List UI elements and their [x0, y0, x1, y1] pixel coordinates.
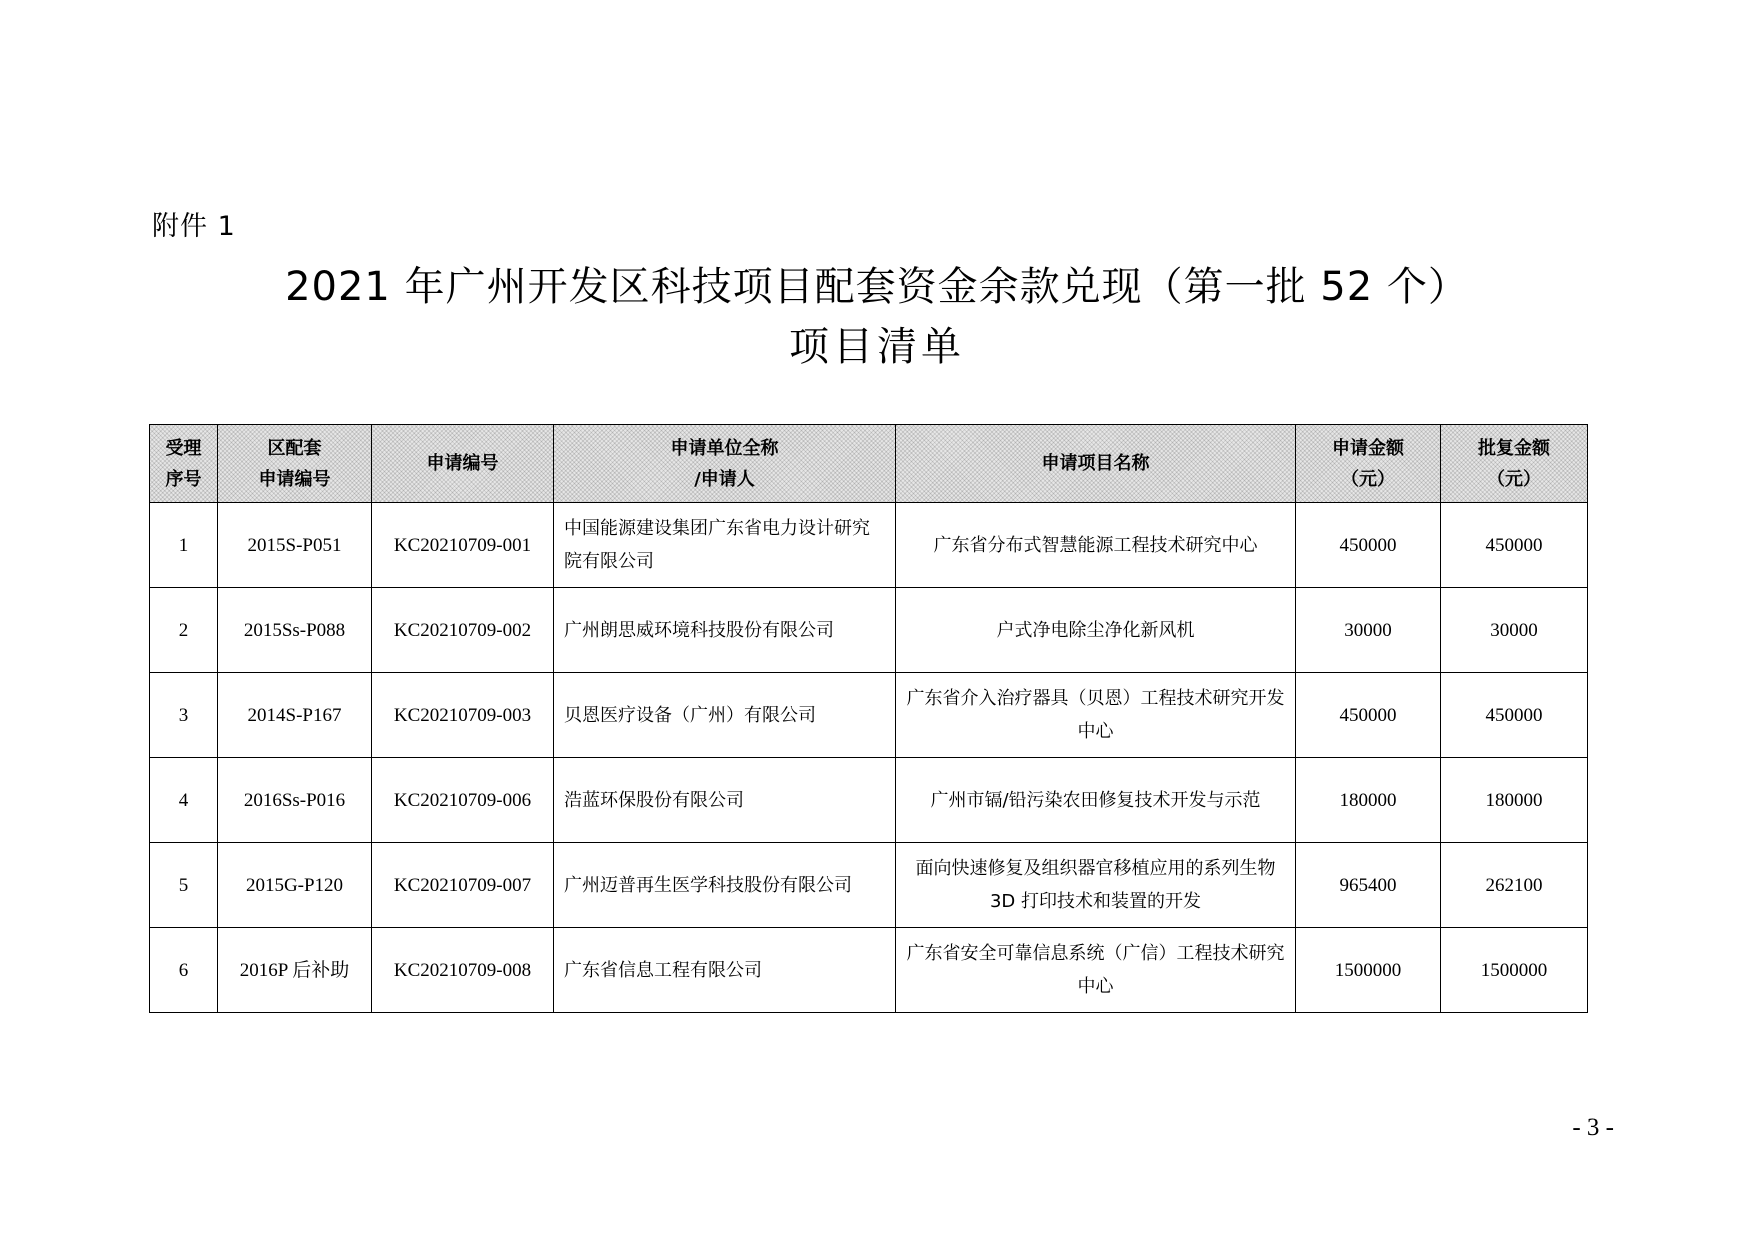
- column-header-applicant: [554, 425, 896, 503]
- cell-seq: 1: [150, 503, 218, 588]
- cell-seq: 4: [150, 758, 218, 843]
- cell-district-no: 2016Ss-P016: [218, 758, 372, 843]
- table-row: [150, 758, 1588, 843]
- cell-project: 广东省介入治疗器具（贝恩）工程技术研究开发中心: [896, 673, 1296, 758]
- cell-applicant: 贝恩医疗设备（广州）有限公司: [554, 673, 896, 758]
- cell-seq: 2: [150, 588, 218, 673]
- cell-approved: 1500000: [1441, 928, 1588, 1013]
- cell-applicant: 广东省信息工程有限公司: [554, 928, 896, 1013]
- cell-applicant: 中国能源建设集团广东省电力设计研究院有限公司: [554, 503, 896, 588]
- cell-approved: 30000: [1441, 588, 1588, 673]
- cell-requested: 450000: [1296, 503, 1441, 588]
- header-row: [150, 425, 1588, 503]
- cell-applicant: 广州朗思威环境科技股份有限公司: [554, 588, 896, 673]
- table-row: [150, 503, 1588, 588]
- table-row: [150, 928, 1588, 1013]
- cell-requested: 180000: [1296, 758, 1441, 843]
- cell-seq: 3: [150, 673, 218, 758]
- column-header-requested: [1296, 425, 1441, 503]
- cell-app-no: KC20210709-001: [372, 503, 554, 588]
- column-header-approved: [1441, 425, 1588, 503]
- header-text: 受理: [165, 437, 202, 459]
- cell-project: 户式净电除尘净化新风机: [896, 588, 1296, 673]
- cell-requested: 965400: [1296, 843, 1441, 928]
- header-text: 申请项目名称: [1041, 453, 1150, 474]
- project-table: [149, 424, 1588, 1013]
- header-text: 批复金额: [1478, 437, 1550, 459]
- cell-district-no: 2015G-P120: [218, 843, 372, 928]
- attachment-label: 附件 1: [152, 211, 236, 242]
- table-body: [150, 503, 1588, 1013]
- header-text: 申请编号: [426, 453, 499, 474]
- table-header: [150, 425, 1588, 503]
- cell-app-no: KC20210709-007: [372, 843, 554, 928]
- header-text: /申请人: [694, 468, 755, 490]
- header-text: （元）: [1487, 468, 1541, 490]
- cell-project: 广东省分布式智慧能源工程技术研究中心: [896, 503, 1296, 588]
- cell-district-no: 2016P 后补助: [218, 928, 372, 1013]
- cell-app-no: KC20210709-003: [372, 673, 554, 758]
- cell-approved: 450000: [1441, 503, 1588, 588]
- cell-project: 广州市镉/铅污染农田修复技术开发与示范: [896, 758, 1296, 843]
- cell-project: 广东省安全可靠信息系统（广信）工程技术研究中心: [896, 928, 1296, 1013]
- header-text: （元）: [1341, 468, 1395, 490]
- column-header-district-no: [218, 425, 372, 503]
- cell-app-no: KC20210709-006: [372, 758, 554, 843]
- cell-approved: 180000: [1441, 758, 1588, 843]
- page-number: - 3 -: [1572, 1114, 1614, 1141]
- header-text: 序号: [165, 468, 202, 490]
- table-row: [150, 673, 1588, 758]
- document-subtitle: 项目清单: [789, 324, 965, 370]
- cell-district-no: 2015Ss-P088: [218, 588, 372, 673]
- cell-district-no: 2015S-P051: [218, 503, 372, 588]
- table-row: [150, 588, 1588, 673]
- cell-seq: 6: [150, 928, 218, 1013]
- cell-requested: 1500000: [1296, 928, 1441, 1013]
- cell-app-no: KC20210709-008: [372, 928, 554, 1013]
- cell-seq: 5: [150, 843, 218, 928]
- document-title: 2021 年广州开发区科技项目配套资金余款兑现（第一批 52 个）: [285, 264, 1469, 310]
- cell-requested: 450000: [1296, 673, 1441, 758]
- header-text: 申请编号: [258, 468, 331, 490]
- cell-project: 面向快速修复及组织器官移植应用的系列生物 3D 打印技术和装置的开发: [896, 843, 1296, 928]
- table-row: [150, 843, 1588, 928]
- header-text: 区配套: [267, 437, 322, 459]
- cell-requested: 30000: [1296, 588, 1441, 673]
- cell-approved: 262100: [1441, 843, 1588, 928]
- cell-applicant: 浩蓝环保股份有限公司: [554, 758, 896, 843]
- header-text: 申请单位全称: [670, 437, 779, 459]
- column-header-seq: [150, 425, 218, 503]
- cell-app-no: KC20210709-002: [372, 588, 554, 673]
- column-header-project: [896, 425, 1296, 503]
- column-header-app-no: [372, 425, 554, 503]
- header-text: 申请金额: [1332, 437, 1404, 459]
- cell-approved: 450000: [1441, 673, 1588, 758]
- cell-district-no: 2014S-P167: [218, 673, 372, 758]
- cell-applicant: 广州迈普再生医学科技股份有限公司: [554, 843, 896, 928]
